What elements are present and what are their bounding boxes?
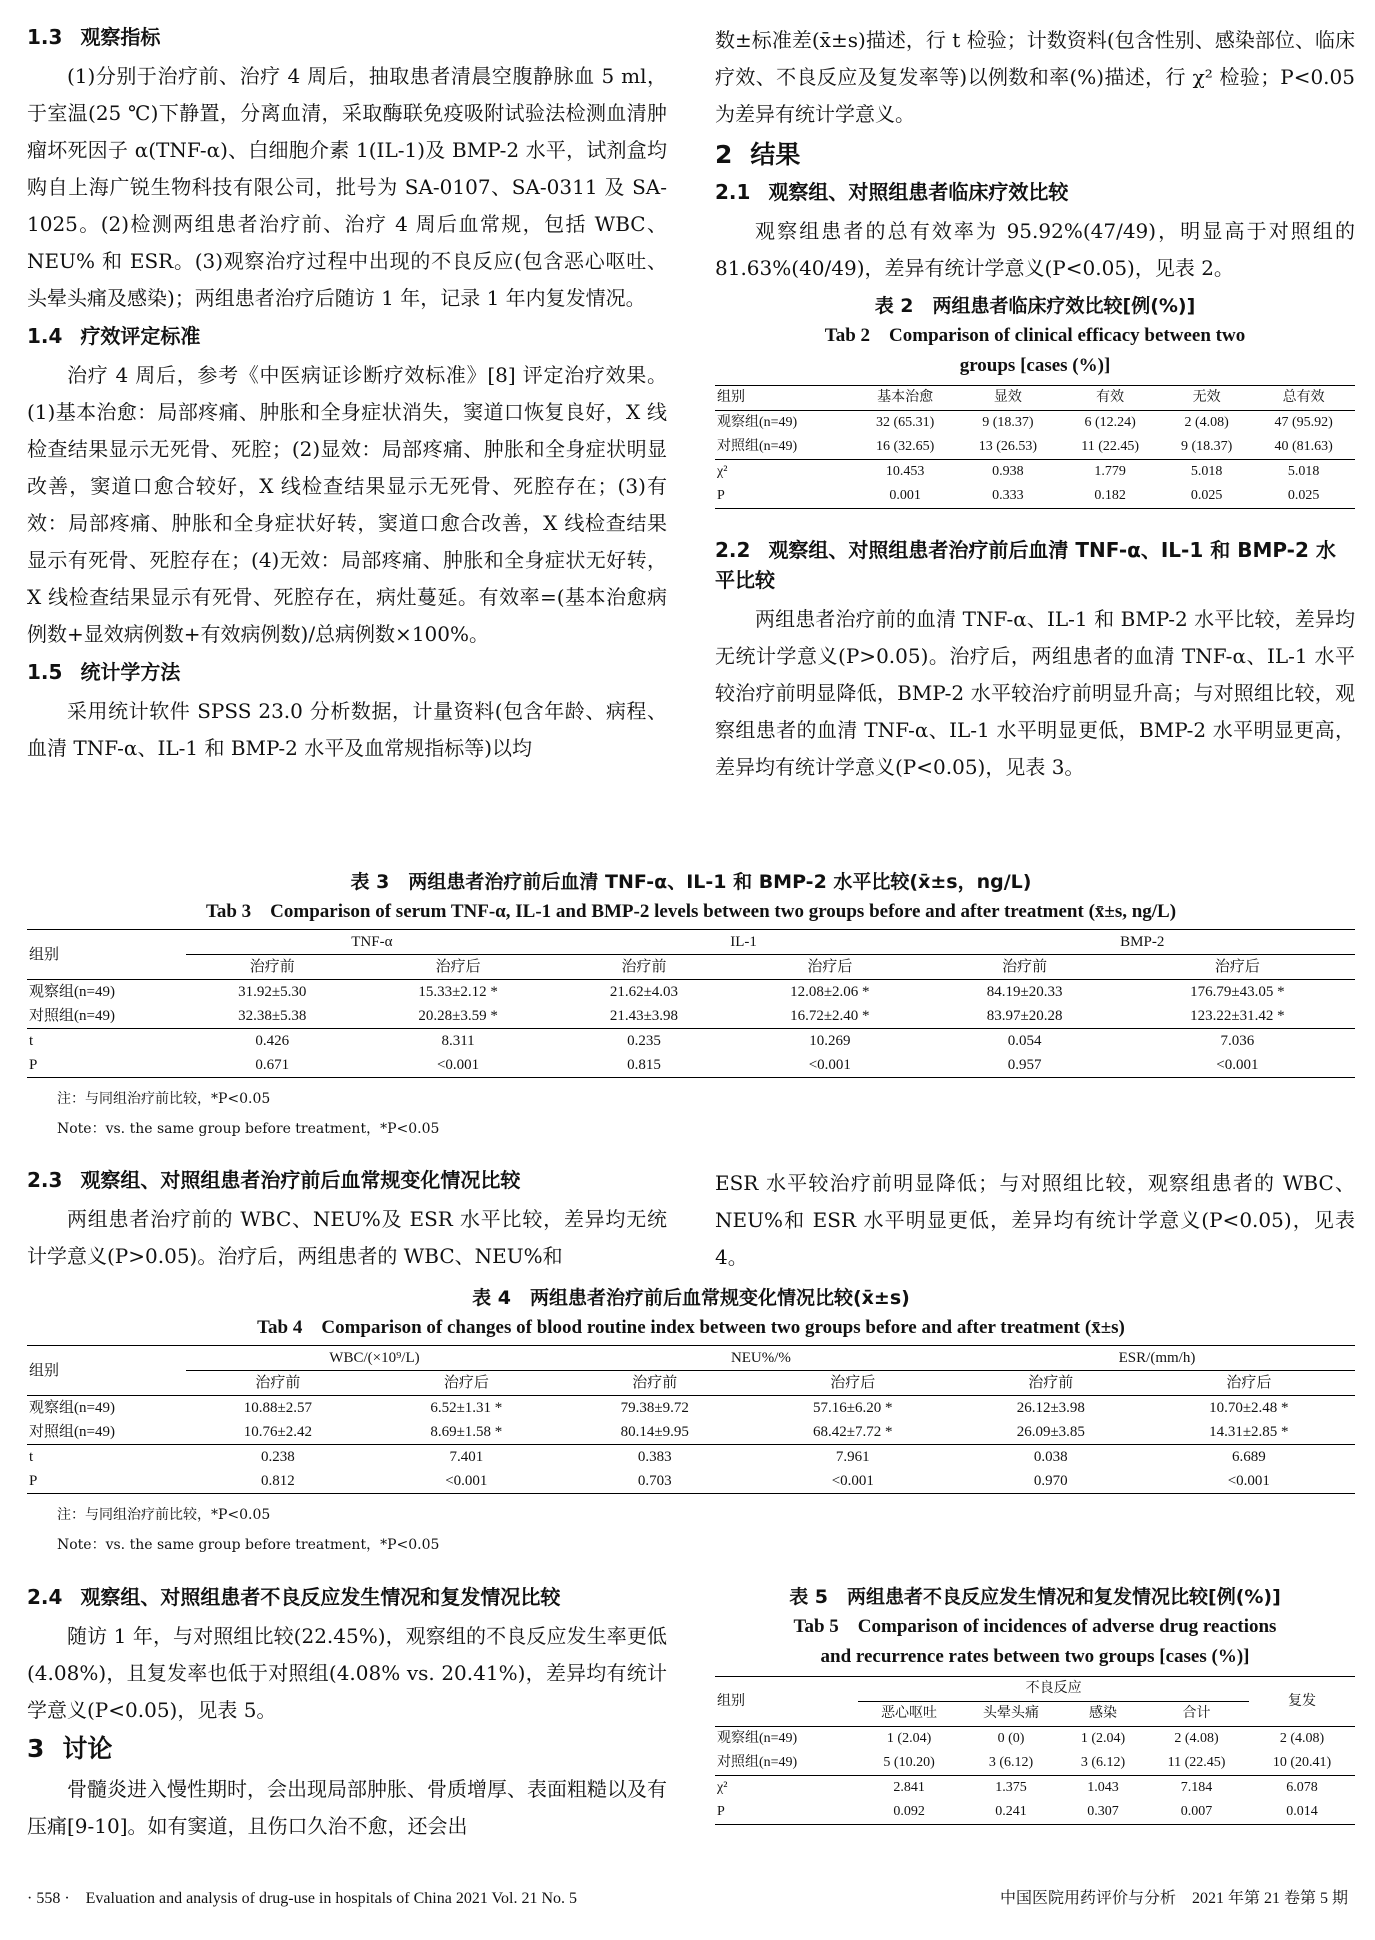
table-row: 对照组(n=49) 5 (10.20) 3 (6.12) 3 (6.12) 11 (22.45) 10 (20.41) xyxy=(717,1755,1332,1770)
section-2-3-heading: 2.3 观察组、对照组患者治疗前后血常规变化情况比较 xyxy=(27,1168,521,1192)
section-1-3-heading: 1.3 观察指标 xyxy=(27,25,161,49)
table-row: 对照组(n=49) 32.38±5.38 20.28±3.59 * 21.43±3.98 16.72±2.40 * 83.97±20.28 123.22±31.42 * xyxy=(29,1008,1285,1024)
table-2 xyxy=(715,385,1355,509)
table-row: P 0.671 <0.001 0.815 <0.001 0.957 <0.001 xyxy=(27,1053,1355,1078)
section-2-3-text: 两组患者治疗前的 WBC、NEU%及 ESR 水平比较，差异均无统计学意义(P>0.05)。治疗后，两组患者的 WBC、NEU%和 xyxy=(27,1207,667,1268)
table-2-caption-cn: 表 2 两组患者临床疗效比较[例(%)] xyxy=(874,295,1196,317)
table-3-note-en: Note：vs. the same group before treatment，*P<0.05 xyxy=(57,1121,440,1137)
section-1-5-text-cont: 数±标准差(x̄±s)描述，行 t 检验；计数资料(包含性别、感染部位、临床疗效、不良反应及复发率等)以例数和率(%)描述，行 χ² 检验；P<0.05 为差异有统计学意义。 xyxy=(715,28,1355,126)
table-row: P 0.092 0.241 0.307 0.007 0.014 xyxy=(715,1800,1355,1825)
table-4-caption-en: Tab 4 Comparison of changes of blood routine index between two groups before and after treatment (x̄±s) xyxy=(257,1317,1125,1338)
section-2-2-text: 两组患者治疗前的血清 TNF-α、IL-1 和 BMP-2 水平比较，差异均无统计学意义(P>0.05)。治疗后，两组患者的血清 TNF-α、IL-1 水平较治疗前明显降低，BMP-2 水平较治疗前明显升高；与对照组比较，观察组患者的血清 TNF-α、IL-1 水平明显更低，BMP-2 水平明显更高，差异均有统计学意义(P<0.05)，见表 3。 xyxy=(715,607,1355,779)
table-row: 观察组(n=49) 10.88±2.57 6.52±1.31 * 79.38±9.72 57.16±6.20 * 26.12±3.98 10.70±2.48 * xyxy=(29,1400,1289,1416)
left-column-bottom xyxy=(27,1582,667,1845)
section-2-1-heading: 2.1 观察组、对照组患者临床疗效比较 xyxy=(715,180,1069,204)
section-1-4-text: 治疗 4 周后，参考《中医病证诊断疗效标准》[8] 评定治疗效果。(1)基本治愈：局部疼痛、肿胀和全身症状消失，窦道口恢复良好，X 线检查结果显示无死骨、死腔；(2)显效：局部疼痛、肿胀和全身症状明显改善，窦道口愈合较好，X 线检查结果显示无死骨、死腔存在；(3)有效：局部疼痛、肿胀和全身症状好转，窦道口愈合改善，X 线检查结果显示有死骨、死腔存在；(4)无效：局部疼痛、肿胀和全身症状无好转，X 线检查结果显示有死骨、死腔存在，病灶蔓延。有效率=(基本治愈病例数+显效病例数+有效病例数)/总病例数×100%。 xyxy=(27,363,667,646)
table-row: 对照组(n=49) 10.76±2.42 8.69±1.58 * 80.14±9.95 68.42±7.72 * 26.09±3.85 14.31±2.85 * xyxy=(29,1424,1289,1440)
section-2-3-right xyxy=(715,1165,1355,1276)
table-row: 观察组(n=49) 32 (65.31) 9 (18.37) 6 (12.24) 2 (4.08) 47 (95.92) xyxy=(717,415,1333,430)
table-row: χ² 10.453 0.938 1.779 5.018 5.018 xyxy=(715,460,1355,485)
section-1-3-text: (1)分别于治疗前、治疗 4 周后，抽取患者清晨空腹静脉血 5 ml，于室温(25 ℃)下静置，分离血清，采取酶联免疫吸附试验法检测血清肿瘤坏死因子 α(TNF-α)、白细胞介素 1(IL-1)及 BMP-2 水平，试剂盒均购自上海广锐生物科技有限公司，批号为 SA-0107、SA-0311 及 SA-1025。(2)检测两组患者治疗前、治疗 4 周后血常规，包括 WBC、NEU% 和 ESR。(3)观察治疗过程中出现的不良反应(包含恶心呕吐、头晕头痛及感染)；两组患者治疗后随访 1 年，记录 1 年内复发情况。 xyxy=(27,64,667,310)
table-5-caption-en-1: Tab 5 Comparison of incidences of adverse drug reactions xyxy=(793,1616,1277,1637)
table-5-caption-cn: 表 5 两组患者不良反应发生情况和复发情况比较[例(%)] xyxy=(789,1586,1281,1608)
table-4: 组别 WBC/(×10⁹/L) NEU%/% ESR/(mm/h) 治疗前 治疗后 治疗前 治疗后 治疗前 治疗后 观察组(n=49) 10.88±2.57 6.52±1.31 * 79.38±9.72 57.16±6.20 * 26.12±3.98 10.70±2.48 * 对照组(n=49) 10.76±2.42 8.69±1.58 * 80.14±9.95 68.42±7.72 * 26.09±3.85 14.31±2.85 * t 0.238 7.401 0.383 7.961 0.038 6.689 P 0.812 <0.001 0.703 <0.001 0.970 <0.001 xyxy=(27,1345,1355,1494)
section-2-4-heading: 2.4 观察组、对照组患者不良反应发生情况和复发情况比较 xyxy=(27,1585,561,1609)
table-5: 组别 不良反应 复发 恶心呕吐 头晕头痛 感染 合计 观察组(n=49) 1 (2.04) 0 (0) 1 (2.04) 2 (4.08) 2 (4.08) 对照组(n=49) 5 (10.20) 3 (6.12) 3 (6.12) 11 (22.45) 10 (20.41) χ² 2.841 1.375 1.043 7.184 6.078 P 0.092 0.241 0.307 0.007 0.014 xyxy=(715,1676,1355,1825)
table-5-caption-en-2: and recurrence rates between two groups [cases (%)] xyxy=(820,1646,1250,1667)
section-3-text: 骨髓炎进入慢性期时，会出现局部肿胀、骨质增厚、表面粗糙以及有压痛[9-10]。如有窦道，且伤口久治不愈，还会出 xyxy=(27,1777,667,1838)
table-row: χ² 2.841 1.375 1.043 7.184 6.078 xyxy=(715,1776,1355,1801)
table-row: P 0.001 0.333 0.182 0.025 0.025 xyxy=(715,484,1355,509)
table-row: P 0.812 <0.001 0.703 <0.001 0.970 <0.001 xyxy=(27,1469,1355,1494)
table-row: 观察组(n=49) 1 (2.04) 0 (0) 1 (2.04) 2 (4.08) 2 (4.08) xyxy=(717,1731,1325,1746)
table-4-note-cn: 注：与同组治疗前比较，*P<0.05 xyxy=(57,1507,271,1523)
section-1-5-heading: 1.5 统计学方法 xyxy=(27,660,181,684)
left-column-top xyxy=(27,22,667,767)
section-2-4-text: 随访 1 年，与对照组比较(22.45%)，观察组的不良反应发生率更低(4.08%)，且复发率也低于对照组(4.08% vs. 20.41%)，差异均有统计学意义(P<0.05)，见表 5。 xyxy=(27,1624,667,1722)
table-row: t 0.238 7.401 0.383 7.961 0.038 6.689 xyxy=(27,1445,1355,1470)
table-3-caption-en: Tab 3 Comparison of serum TNF-α, IL-1 and BMP-2 levels between two groups before and after treatment (x̄±s, ng/L) xyxy=(205,901,1177,922)
right-column-top xyxy=(715,22,1355,786)
section-1-5-text: 采用统计软件 SPSS 23.0 分析数据，计量资料(包含年龄、病程、血清 TNF-α、IL-1 和 BMP-2 水平及血常规指标等)以均 xyxy=(27,699,667,760)
table-3-note-cn: 注：与同组治疗前比较，*P<0.05 xyxy=(57,1091,271,1107)
section-2-3-left xyxy=(27,1165,667,1275)
table-3-caption-cn: 表 3 两组患者治疗前后血清 TNF-α、IL-1 和 BMP-2 水平比较(x̄±s，ng/L) xyxy=(350,871,1032,893)
table-4-note-en: Note：vs. the same group before treatment，*P<0.05 xyxy=(57,1537,440,1553)
table-row: t 0.426 8.311 0.235 10.269 0.054 7.036 xyxy=(27,1029,1355,1054)
footer-right: 中国医院用药评价与分析 2021 年第 21 卷第 5 期 xyxy=(999,1890,1348,1907)
table-5-block xyxy=(715,1582,1355,1825)
table-row: 对照组(n=49) 16 (32.65) 13 (26.53) 11 (22.45) 9 (18.37) 40 (81.63) xyxy=(717,439,1333,454)
footer-left: · 558 · Evaluation and analysis of drug-use in hospitals of China 2021 Vol. 21 No. 5 xyxy=(27,1890,578,1907)
section-3-heading: 3 讨论 xyxy=(27,1734,113,1763)
table-3: 组别 TNF-α IL-1 BMP-2 治疗前 治疗后 治疗前 治疗后 治疗前 治疗后 观察组(n=49) 31.92±5.30 15.33±2.12 * 21.62±4.03 12.08±2.06 * 84.19±20.33 176.79±43.05 * 对照组(n=49) 32.38±5.38 20.28±3.59 * 21.43±3.98 16.72±2.40 * 83.97±20.28 123.22±31.42 * t 0.426 8.311 0.235 10.269 0.054 7.036 P 0.671 <0.001 0.815 <0.001 0.957 <0.001 xyxy=(27,929,1355,1078)
section-2-heading: 2 结果 xyxy=(715,140,801,169)
section-2-1-text: 观察组患者的总有效率为 95.92%(47/49)，明显高于对照组的 81.63%(40/49)，差异有统计学意义(P<0.05)，见表 2。 xyxy=(715,219,1355,280)
table-4-block xyxy=(27,1283,1355,1560)
table-2-caption-en-1: Tab 2 Comparison of clinical efficacy between two xyxy=(824,325,1246,346)
table-2-caption-en-2: groups [cases (%)] xyxy=(959,355,1111,376)
table-2-header-row: 组别 基本治愈 显效 有效 无效 总有效 xyxy=(715,386,1355,411)
section-1-4-heading: 1.4 疗效评定标准 xyxy=(27,324,201,348)
table-4-caption-cn: 表 4 两组患者治疗前后血常规变化情况比较(x̄±s) xyxy=(472,1287,910,1309)
section-2-3-text-cont: ESR 水平较治疗前明显降低；与对照组比较，观察组患者的 WBC、NEU%和 ESR 水平明显更低，差异均有统计学意义(P<0.05)，见表 4。 xyxy=(715,1171,1355,1269)
table-3-block xyxy=(27,867,1355,1144)
table-row: 观察组(n=49) 31.92±5.30 15.33±2.12 * 21.62±4.03 12.08±2.06 * 84.19±20.33 176.79±43.05 * xyxy=(29,984,1285,1000)
section-2-2-heading: 2.2 观察组、对照组患者治疗前后血清 TNF-α、IL-1 和 BMP-2 水平比较 xyxy=(715,538,1336,592)
